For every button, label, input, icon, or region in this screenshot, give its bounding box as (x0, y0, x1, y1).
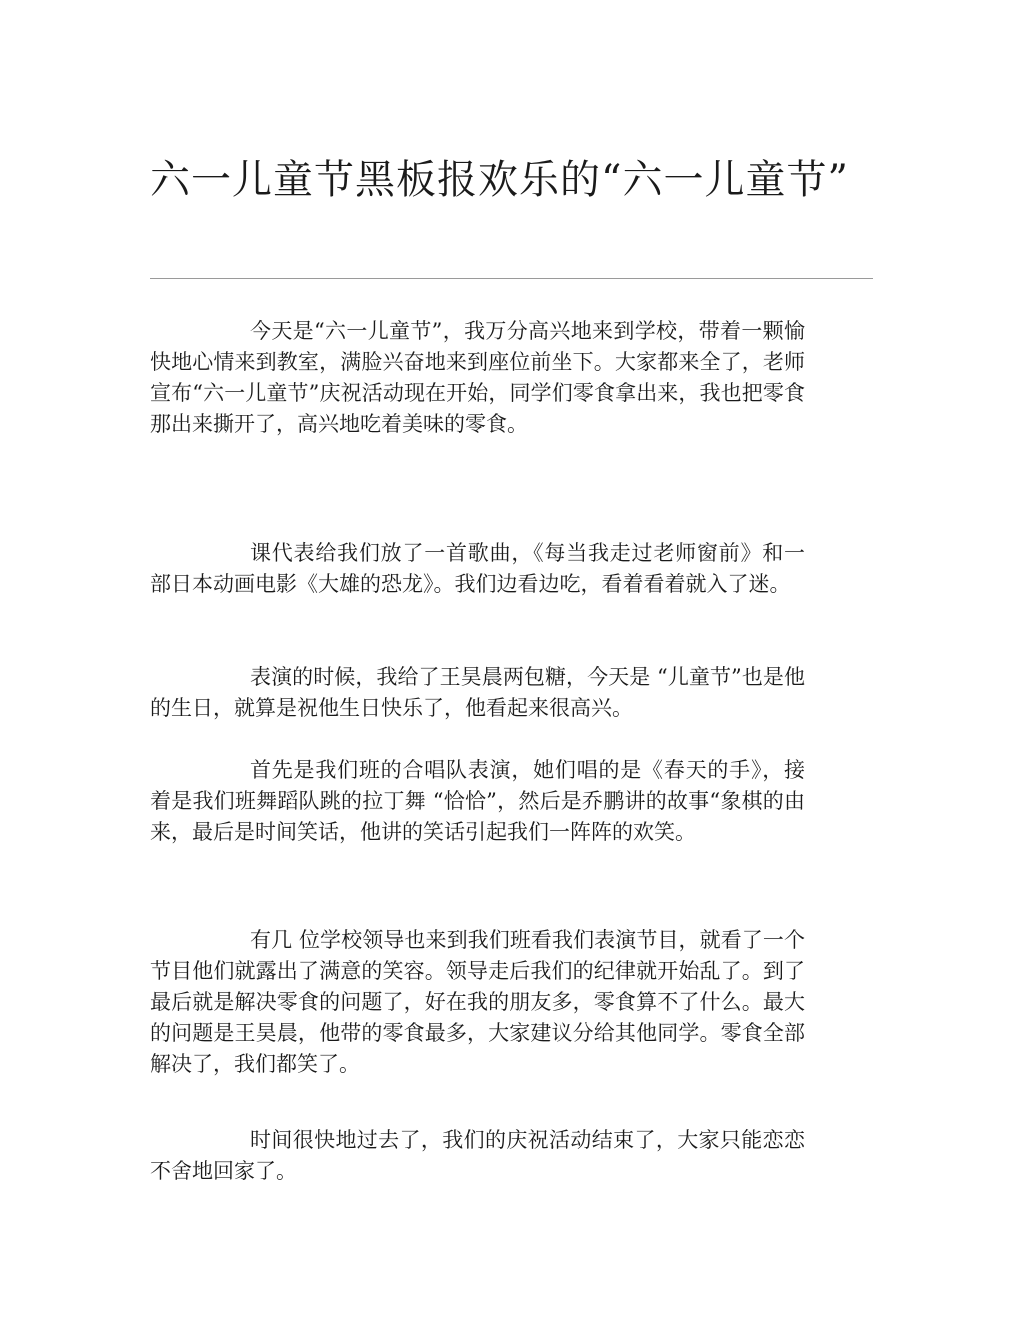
paragraph-3: 表演的时候，我给了王昊晨两包糖，今天是 “儿童节”也是他的生日，就算是祝他生日快乐了，他看起来很高兴。 (150, 665, 805, 720)
document-title: 六一儿童节黑板报欢乐的“六一儿童节” (150, 157, 849, 203)
paragraph-1: 今天是“六一儿童节”，我万分高兴地来到学校，带着一颗愉快地心情来到教室，满脸兴奋地来到座位前坐下。大家都来全了，老师宣布“六一儿童节”庆祝活动现在开始，同学们零食拿出来，我也把零食那出来撕开了，高兴地吃着美味的零食。 (150, 319, 805, 436)
paragraph-4: 首先是我们班的合唱队表演，她们唱的是《春天的手》，接着是我们班舞蹈队跳的拉丁舞 “恰恰”，然后是乔鹏讲的故事“象棋的由来，最后是时间笑话，他讲的笑话引起我们一阵阵的欢笑。 (150, 758, 805, 844)
title-divider (150, 278, 873, 279)
paragraph-5: 有几 位学校领导也来到我们班看我们表演节目，就看了一个节目他们就露出了满意的笑容。领导走后我们的纪律就开始乱了。到了最后就是解决零食的问题了，好在我的朋友多，零食算不了什么。最大的问题是王昊晨，他带的零食最多，大家建议分给其他同学。零食全部解决了，我们都笑了。 (150, 928, 805, 1076)
paragraph-6: 时间很快地过去了，我们的庆祝活动结束了，大家只能恋恋不舍地回家了。 (150, 1128, 805, 1183)
paragraph-2: 课代表给我们放了一首歌曲，《每当我走过老师窗前》和一部日本动画电影《大雄的恐龙》。我们边看边吃，看着看着就入了迷。 (150, 541, 805, 596)
